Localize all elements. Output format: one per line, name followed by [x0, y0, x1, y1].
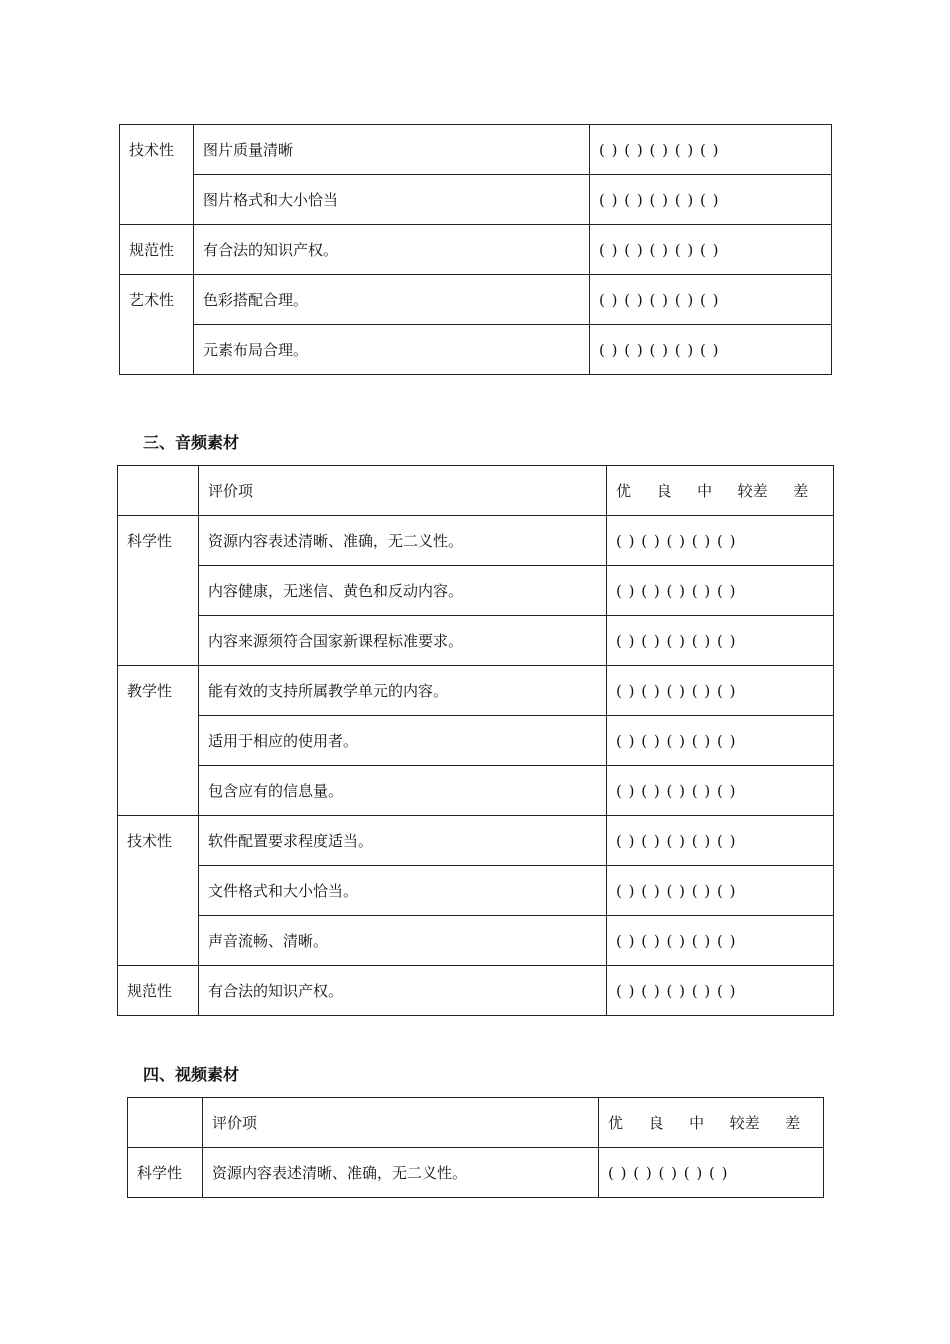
category-cell: 规范性 [120, 225, 194, 275]
criterion-cell: 适用于相应的使用者。 [199, 716, 607, 766]
table-row [120, 225, 832, 275]
criterion-cell: 图片质量清晰 [194, 125, 590, 175]
rating-cell[interactable]: ( ) ( ) ( ) ( ) ( ) [607, 816, 834, 866]
table-row [118, 566, 834, 616]
criterion-cell: 色彩搭配合理。 [194, 275, 590, 325]
criterion-cell: 软件配置要求程度适当。 [199, 816, 607, 866]
rating-cell[interactable]: ( ) ( ) ( ) ( ) ( ) [607, 716, 834, 766]
table-row [120, 125, 832, 175]
header-rating-scale-cell: 优 良 中 较差 差 [607, 466, 834, 516]
category-cell: 科学性 [128, 1148, 203, 1198]
header-blank-cell [118, 466, 199, 516]
rating-cell[interactable]: ( ) ( ) ( ) ( ) ( ) [590, 275, 832, 325]
section-heading-video: 四、视频素材 [143, 1065, 240, 1084]
criterion-cell: 包含应有的信息量。 [199, 766, 607, 816]
criterion-cell: 有合法的知识产权。 [199, 966, 607, 1016]
criterion-cell: 元素布局合理。 [194, 325, 590, 375]
table-header-row [118, 466, 834, 516]
audio-criteria-table [117, 465, 834, 1016]
table-row [118, 966, 834, 1016]
rating-cell[interactable]: ( ) ( ) ( ) ( ) ( ) [590, 125, 832, 175]
video-criteria-table [127, 1097, 824, 1198]
table-header-row [128, 1098, 824, 1148]
category-cell: 技术性 [120, 125, 194, 225]
table-row [118, 866, 834, 916]
criterion-cell: 声音流畅、清晰。 [199, 916, 607, 966]
table-row [118, 716, 834, 766]
criterion-cell: 资源内容表述清晰、准确，无二义性。 [203, 1148, 599, 1198]
section-heading-audio: 三、音频素材 [143, 433, 240, 452]
table-row [118, 916, 834, 966]
rating-cell[interactable]: ( ) ( ) ( ) ( ) ( ) [607, 966, 834, 1016]
rating-cell[interactable]: ( ) ( ) ( ) ( ) ( ) [607, 766, 834, 816]
header-rating-scale-cell: 优 良 中 较差 差 [599, 1098, 824, 1148]
rating-cell[interactable]: ( ) ( ) ( ) ( ) ( ) [599, 1148, 824, 1198]
table-row [118, 816, 834, 866]
header-criteria-cell: 评价项 [199, 466, 607, 516]
rating-cell[interactable]: ( ) ( ) ( ) ( ) ( ) [590, 175, 832, 225]
criterion-cell: 内容来源须符合国家新课程标准要求。 [199, 616, 607, 666]
rating-cell[interactable]: ( ) ( ) ( ) ( ) ( ) [590, 325, 832, 375]
table-row [118, 616, 834, 666]
rating-cell[interactable]: ( ) ( ) ( ) ( ) ( ) [607, 916, 834, 966]
header-blank-cell [128, 1098, 203, 1148]
table-row [120, 325, 832, 375]
criterion-cell: 资源内容表述清晰、准确，无二义性。 [199, 516, 607, 566]
rating-cell[interactable]: ( ) ( ) ( ) ( ) ( ) [607, 566, 834, 616]
category-cell: 艺术性 [120, 275, 194, 375]
criterion-cell: 有合法的知识产权。 [194, 225, 590, 275]
table-row [128, 1148, 824, 1198]
rating-cell[interactable]: ( ) ( ) ( ) ( ) ( ) [607, 866, 834, 916]
table-row [118, 766, 834, 816]
rating-cell[interactable]: ( ) ( ) ( ) ( ) ( ) [607, 616, 834, 666]
rating-cell[interactable]: ( ) ( ) ( ) ( ) ( ) [607, 516, 834, 566]
table-row [120, 175, 832, 225]
header-criteria-cell: 评价项 [203, 1098, 599, 1148]
category-cell: 规范性 [118, 966, 199, 1016]
table-row [118, 516, 834, 566]
category-cell: 科学性 [118, 516, 199, 666]
rating-cell[interactable]: ( ) ( ) ( ) ( ) ( ) [607, 666, 834, 716]
table-row [118, 666, 834, 716]
criterion-cell: 能有效的支持所属教学单元的内容。 [199, 666, 607, 716]
criterion-cell: 内容健康，无迷信、黄色和反动内容。 [199, 566, 607, 616]
category-cell: 技术性 [118, 816, 199, 966]
criterion-cell: 图片格式和大小恰当 [194, 175, 590, 225]
category-cell: 教学性 [118, 666, 199, 816]
criterion-cell: 文件格式和大小恰当。 [199, 866, 607, 916]
table-row [120, 275, 832, 325]
rating-cell[interactable]: ( ) ( ) ( ) ( ) ( ) [590, 225, 832, 275]
image-criteria-table [119, 124, 832, 375]
